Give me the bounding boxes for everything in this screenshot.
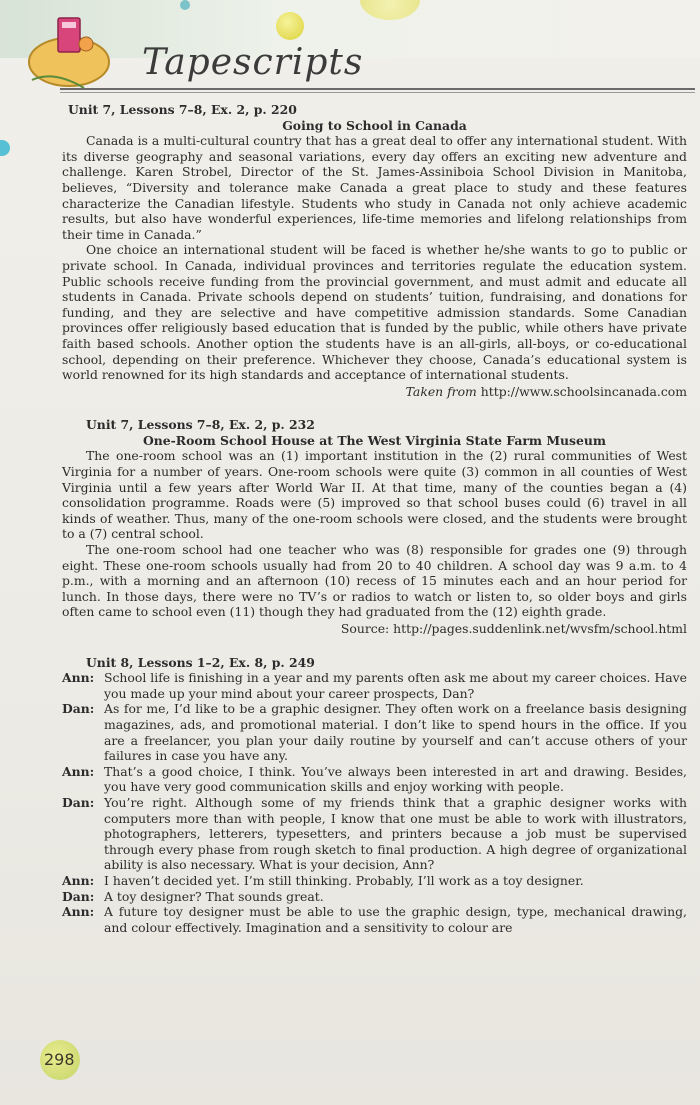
dialogue-text: School life is finishing in a year and my parents often ask me about my career choices. Have you made up your mind about your career prospects, Dan? [104, 670, 687, 701]
dialogue-line [62, 670, 687, 701]
dialogue-line [62, 889, 687, 905]
section-reference: Unit 7, Lessons 7–8, Ex. 2, p. 232 [86, 417, 315, 433]
dialogue-line [62, 701, 687, 763]
dialogue-line [62, 795, 687, 873]
section-heading: Going to School in Canada [282, 117, 467, 133]
dialogue-text: I haven’t decided yet. I’m still thinking. Probably, I’ll work as a toy designer. [104, 872, 584, 888]
decorative-circle [276, 12, 304, 40]
page-number-badge [40, 1040, 80, 1080]
speaker-label: Ann: [62, 670, 95, 686]
speaker-label: Ann: [62, 904, 95, 920]
dialogue-line [62, 873, 687, 889]
source-line: Source: http://pages.suddenlink.net/wvsfm/school.html [340, 621, 687, 636]
speaker-label: Dan: [62, 888, 95, 904]
dialogue-text: As for me, I’d like to be a graphic designer. They often work on a freelance basis designing magazines, ads, and promotional material. I don’t like to spend hours in the office. If you are a freelancer, you plan your daily routine by yourself and can’t accuse others of your failures in case you have any. [104, 701, 687, 764]
page-content [62, 102, 687, 935]
section-reference: Unit 7, Lessons 7–8, Ex. 2, p. 220 [68, 102, 297, 117]
dialogue-text: A future toy designer must be able to use the graphic design, type, mechanical drawing, and colour effectively. Imagination and a sensitivity to colour are [104, 904, 687, 935]
dialogue-text: That’s a good choice, I think. You’ve always been interested in art and drawing. Besides, you have very good communication skills and enjoy working with people. [104, 763, 687, 795]
paragraph: One choice an international student will be faced is whether he/she wants to go to public or private school. In Canada, individual provinces and territories regulate the education system. Public schools receive funding from the provincial government, and must admit and educate all students in Canada. Private schools depend on students’ tuition, fundraising, and donations for funding, and they are selective and have competitive admission standards. Some Canadian provinces offer religiously based education that is funded by the public, while others have private faith based schools. Another option the students have is an all-girls, all-boys, or co-educational school, depending on their preference. Whichever they choose, Canada’s educational system is world renowned for its high standards and acceptance of international students. [62, 242, 687, 383]
speaker-label: Ann: [62, 763, 95, 779]
header-rule [60, 88, 695, 90]
speaker-label: Dan: [62, 701, 95, 717]
paragraph: The one-room school had one teacher who was (8) responsible for grades one (9) through eight. These one-room schools usually had from 20 to 40 children. A school day was 9 a.m. to 4 p.m., with a morning and an afternoon (10) recess of 15 minutes each and an hour period for lunch. In those days, there were no TV’s or radios to watch or listen to, so older boys and girls often came to school even (11) though they had graduated from the (12) eighth grade. [62, 542, 687, 620]
speaker-label: Dan: [62, 794, 95, 810]
decorative-dot [180, 0, 190, 10]
dialogue-line [62, 904, 687, 935]
spacer [62, 637, 687, 655]
paragraph: Canada is a multi-cultural country that has a great deal to offer any international student. With its diverse geography and seasonal variations, every day offers an exciting new adventure and challenge. Karen Strobel, Director of the St. James-Assiniboia School Division in Manitoba, believes, “Diversity and tolerance make Canada a great place to study and these features characterize the Canadian lifestyle. Students who study in Canada not only achieve academic results, but also have wonderful experiences, life-time memories and lifelong relationships from their time in Canada.” [62, 133, 687, 242]
side-tab-marker [0, 140, 10, 156]
source-line [62, 384, 687, 400]
header-rule-thin [60, 92, 695, 93]
dialogue-text: A toy designer? That sounds great. [104, 888, 324, 904]
paragraph: The one-room school was an (1) important institution in the (2) rural communities of West Virginia for a number of years. One-room schools were quite (3) common in all counties of West Virginia until a few years after World War II. At that time, many of the counties began a (4) consolidation programme. Roads were (5) improved so that school buses could (6) travel in all kinds of weather. Thus, many of the one-room schools were closed, and the students were brought to a (7) central school. [62, 448, 687, 542]
section-reference: Unit 8, Lessons 1–2, Ex. 8, p. 249 [86, 654, 315, 670]
section-heading: One-Room School House at The West Virginia State Farm Museum [142, 432, 607, 448]
page-header [0, 0, 700, 100]
dialogue-line [62, 764, 687, 795]
source-url: http://www.schoolsincanada.com [480, 383, 687, 399]
page-title: Tapescripts [142, 42, 364, 83]
dialogue-text: You’re right. Although some of my friends think that a graphic designer works with computers more than with people, I know that one must be able to work with illustrators, photographers, letterers, typesetters, and printers because a job must be supervised through every phase from rough sketch to final production. A high degree of organizational ability is also necessary. What is your decision, Ann? [104, 794, 687, 873]
source-prefix: Taken from [405, 383, 477, 399]
speaker-label: Ann: [62, 872, 95, 888]
book-logo-icon [24, 10, 114, 90]
page-number: 298 [44, 1050, 75, 1069]
spacer [62, 399, 687, 417]
